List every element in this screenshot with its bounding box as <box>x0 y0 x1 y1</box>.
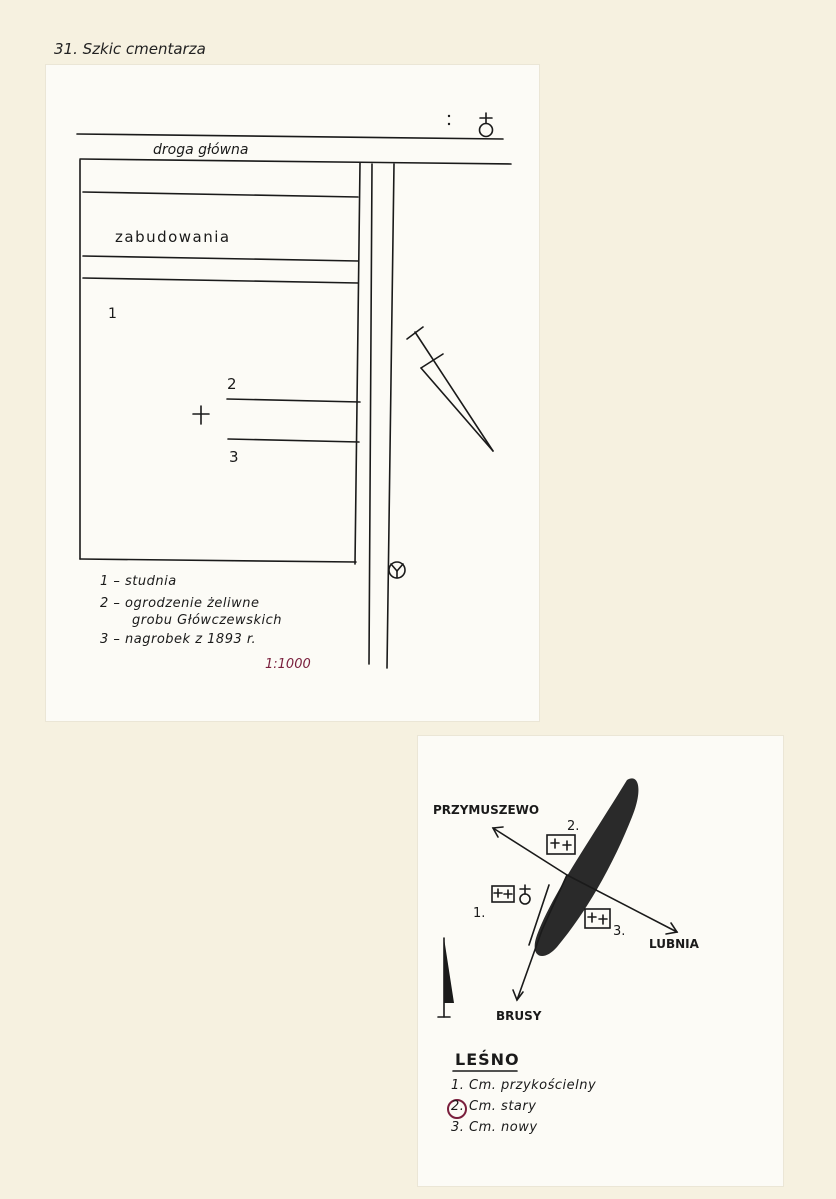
church-symbol-icon-map <box>520 885 530 904</box>
marker-2-label: 2 <box>227 375 237 393</box>
side-road-left <box>369 164 372 664</box>
cemetery-2-number: 2. <box>567 819 580 834</box>
cemetery-2-symbol <box>547 835 575 854</box>
marker-1-label: 1 <box>108 306 117 322</box>
legend-line-2: 2 – ogrodzenie żeliwne <box>100 596 260 611</box>
legend-line-4: 3 – nagrobek z 1893 r. <box>100 632 257 647</box>
main-road-line-top <box>77 134 503 139</box>
legend-line-3: grobu Główczewskich <box>132 613 282 628</box>
marker-3-line <box>228 439 359 442</box>
buildings-line-1 <box>83 192 358 197</box>
map-title: LEŚNO <box>455 1050 520 1069</box>
cemetery-3-symbol <box>585 909 610 928</box>
place-brusy: BRUSY <box>496 1009 542 1023</box>
north-arrow-icon-map <box>438 938 454 1017</box>
road-label: droga główna <box>153 142 249 158</box>
legend-line-1: 1 – studnia <box>100 574 177 589</box>
marker-2-line <box>227 399 360 402</box>
place-lubnia: LUBNIA <box>649 937 699 951</box>
cemetery-sketch-drawing <box>45 64 540 722</box>
page-header: 31. Szkic cmentarza <box>54 40 206 58</box>
buildings-line-2 <box>83 256 358 261</box>
cemetery-right-edge <box>355 163 360 564</box>
buildings-label: zabudowania <box>115 228 231 246</box>
side-road-right <box>387 164 394 668</box>
map-legend-line-3: 3. Cm. nowy <box>451 1120 538 1135</box>
cemetery-sketch-sheet <box>45 64 540 722</box>
church-symbol-icon <box>448 113 493 137</box>
map-legend-line-1: 1. Cm. przykościelny <box>451 1078 597 1093</box>
north-arrow-icon <box>407 327 493 451</box>
well-symbol-icon <box>389 562 405 578</box>
cemetery-1-symbol <box>492 886 514 902</box>
place-przymuszewo: PRZYMUSZEWO <box>433 803 540 817</box>
map-legend-line-2: 2. Cm. stary <box>451 1099 537 1114</box>
location-map-sheet <box>417 735 784 1187</box>
scale-label: 1:1000 <box>265 657 311 672</box>
buildings-line-3 <box>83 278 358 283</box>
cemetery-cross-icon <box>193 406 209 424</box>
cemetery-1-number: 1. <box>473 906 486 921</box>
cemetery-bottom-edge <box>80 559 356 562</box>
cemetery-3-number: 3. <box>613 924 626 939</box>
marker-3-label: 3 <box>229 448 239 466</box>
main-road-line-bottom <box>80 159 511 164</box>
